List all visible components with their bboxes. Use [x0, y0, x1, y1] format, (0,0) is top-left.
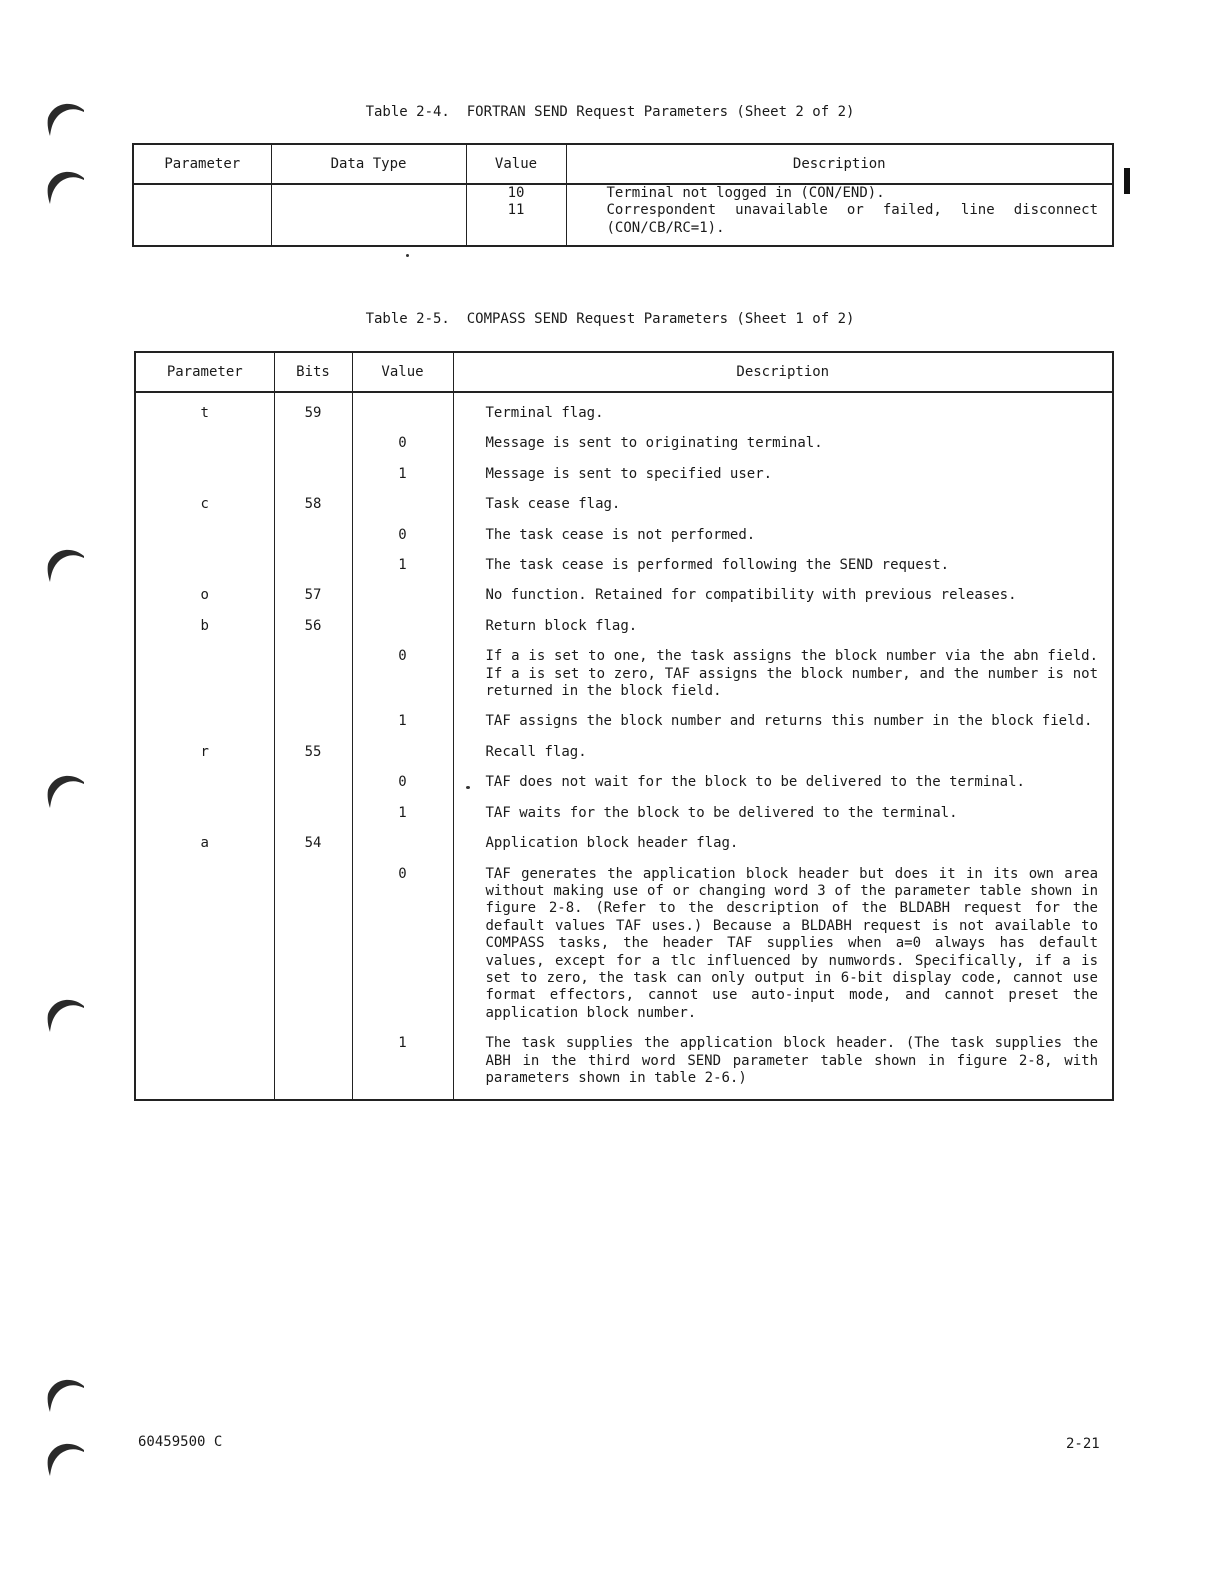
description-cell: Task cease flag. — [453, 484, 1113, 514]
column-header-data-type: Data Type — [271, 144, 466, 184]
value-cell — [352, 823, 453, 853]
parameter-cell — [135, 701, 274, 731]
bits-cell: 58 — [274, 484, 352, 514]
column-header-value: Value — [352, 352, 453, 392]
compass-send-parameters-table — [134, 351, 1114, 1101]
bits-cell: 57 — [274, 575, 352, 605]
value-cell: 0 — [352, 636, 453, 701]
value-cell: 10 — [466, 184, 566, 202]
parameter-cell — [135, 454, 274, 484]
description-cell: The task supplies the application block header. (The task supplies the ABH in the third word SEND parameter table shown in figure 2-8, with parameters shown in table 2-6.) — [453, 1023, 1113, 1100]
table-row — [135, 793, 1113, 823]
parameter-cell — [135, 854, 274, 1024]
value-cell — [352, 732, 453, 762]
fortran-send-parameters-table — [132, 143, 1114, 247]
value-cell: 1 — [352, 701, 453, 731]
description-cell: TAF generates the application block header but does it in its own area without making use of or changing word 3 of the parameter table shown in figure 2-8. (Refer to the description of the BLDABH request for the default values TAF uses.) Because a BLDABH request is not available to COMPASS tasks, the header TAF supplies when a=0 always has default values, except for a tlc influenced by numwords. Specifically, if a is set to zero, the task can only output in 6-bit display code, cannot use format effectors, cannot use auto-input mode, and cannot preset the application block number. — [453, 854, 1113, 1024]
value-cell: 0 — [352, 854, 453, 1024]
column-header-value: Value — [466, 144, 566, 184]
data-type-cell — [271, 202, 466, 246]
punch-hole-mark — [44, 770, 86, 812]
description-cell: Application block header flag. — [453, 823, 1113, 853]
bits-cell — [274, 1023, 352, 1100]
table-row — [135, 606, 1113, 636]
revision-change-bar — [1124, 168, 1130, 194]
bits-cell: 54 — [274, 823, 352, 853]
data-type-cell — [271, 184, 466, 202]
column-header-description: Description — [453, 352, 1113, 392]
table-row — [135, 575, 1113, 605]
table-row — [135, 701, 1113, 731]
value-cell — [352, 575, 453, 605]
bits-cell — [274, 793, 352, 823]
column-header-bits: Bits — [274, 352, 352, 392]
punch-hole-mark — [44, 544, 86, 586]
bits-cell — [274, 545, 352, 575]
table1-caption: Table 2-4. FORTRAN SEND Request Parameters (Sheet 2 of 2) — [365, 104, 855, 120]
parameter-cell: b — [135, 606, 274, 636]
parameter-cell — [135, 545, 274, 575]
value-cell — [352, 606, 453, 636]
table-row — [135, 423, 1113, 453]
table-row — [135, 823, 1113, 853]
table-row — [133, 184, 1113, 202]
table-row — [135, 762, 1113, 792]
description-cell: If a is set to one, the task assigns the block number via the abn field. If a is set to zero, TAF assigns the block number, and the number is not returned in the block field. — [453, 636, 1113, 701]
parameter-cell — [135, 793, 274, 823]
column-header-description: Description — [566, 144, 1113, 184]
value-cell — [352, 484, 453, 514]
bits-cell — [274, 423, 352, 453]
description-cell: No function. Retained for compatibility with previous releases. — [453, 575, 1113, 605]
parameter-cell — [133, 184, 271, 202]
parameter-cell — [135, 636, 274, 701]
description-cell: Message is sent to originating terminal. — [453, 423, 1113, 453]
table-row — [135, 1023, 1113, 1100]
value-cell: 1 — [352, 545, 453, 575]
description-cell: Return block flag. — [453, 606, 1113, 636]
punch-hole-mark — [44, 1438, 86, 1480]
description-cell: Recall flag. — [453, 732, 1113, 762]
bits-cell: 59 — [274, 392, 352, 423]
parameter-cell — [135, 762, 274, 792]
table-row — [135, 484, 1113, 514]
description-cell: Terminal flag. — [453, 392, 1113, 423]
description-cell: TAF assigns the block number and returns this number in the block field. — [453, 701, 1113, 731]
print-speck — [466, 786, 470, 789]
description-cell: Correspondent unavailable or failed, line disconnect (CON/CB/RC=1). — [566, 202, 1113, 246]
print-speck — [406, 254, 409, 257]
description-cell: The task cease is performed following the SEND request. — [453, 545, 1113, 575]
description-cell: Terminal not logged in (CON/END). — [566, 184, 1113, 202]
table-row — [133, 202, 1113, 246]
value-cell: 1 — [352, 1023, 453, 1100]
column-header-parameter: Parameter — [133, 144, 271, 184]
column-header-parameter: Parameter — [135, 352, 274, 392]
punch-hole-mark — [44, 994, 86, 1036]
description-cell: TAF does not wait for the block to be delivered to the terminal. — [453, 762, 1113, 792]
bits-cell — [274, 701, 352, 731]
page-number: 2-21 — [1066, 1436, 1100, 1452]
value-cell — [352, 392, 453, 423]
description-cell: Message is sent to specified user. — [453, 454, 1113, 484]
bits-cell: 56 — [274, 606, 352, 636]
bits-cell: 55 — [274, 732, 352, 762]
bits-cell — [274, 636, 352, 701]
value-cell: 0 — [352, 762, 453, 792]
table-row — [135, 454, 1113, 484]
parameter-cell: t — [135, 392, 274, 423]
parameter-cell — [135, 423, 274, 453]
value-cell: 0 — [352, 515, 453, 545]
punch-hole-mark — [44, 166, 86, 208]
bits-cell — [274, 515, 352, 545]
parameter-cell: o — [135, 575, 274, 605]
document-number: 60459500 C — [138, 1434, 223, 1450]
bits-cell — [274, 454, 352, 484]
value-cell: 1 — [352, 793, 453, 823]
value-cell: 0 — [352, 423, 453, 453]
table-row — [135, 854, 1113, 1024]
parameter-cell — [135, 1023, 274, 1100]
parameter-cell — [133, 202, 271, 246]
parameter-cell — [135, 515, 274, 545]
value-cell: 1 — [352, 454, 453, 484]
description-cell: The task cease is not performed. — [453, 515, 1113, 545]
table-row — [135, 545, 1113, 575]
value-cell: 11 — [466, 202, 566, 246]
table-row — [135, 636, 1113, 701]
parameter-cell: c — [135, 484, 274, 514]
table-row — [135, 515, 1113, 545]
parameter-cell: a — [135, 823, 274, 853]
description-cell: TAF waits for the block to be delivered to the terminal. — [453, 793, 1113, 823]
bits-cell — [274, 762, 352, 792]
bits-cell — [274, 854, 352, 1024]
punch-hole-mark — [44, 1374, 86, 1416]
table2-caption: Table 2-5. COMPASS SEND Request Parameters (Sheet 1 of 2) — [365, 311, 855, 327]
parameter-cell: r — [135, 732, 274, 762]
table-row — [135, 392, 1113, 423]
table-row — [135, 732, 1113, 762]
